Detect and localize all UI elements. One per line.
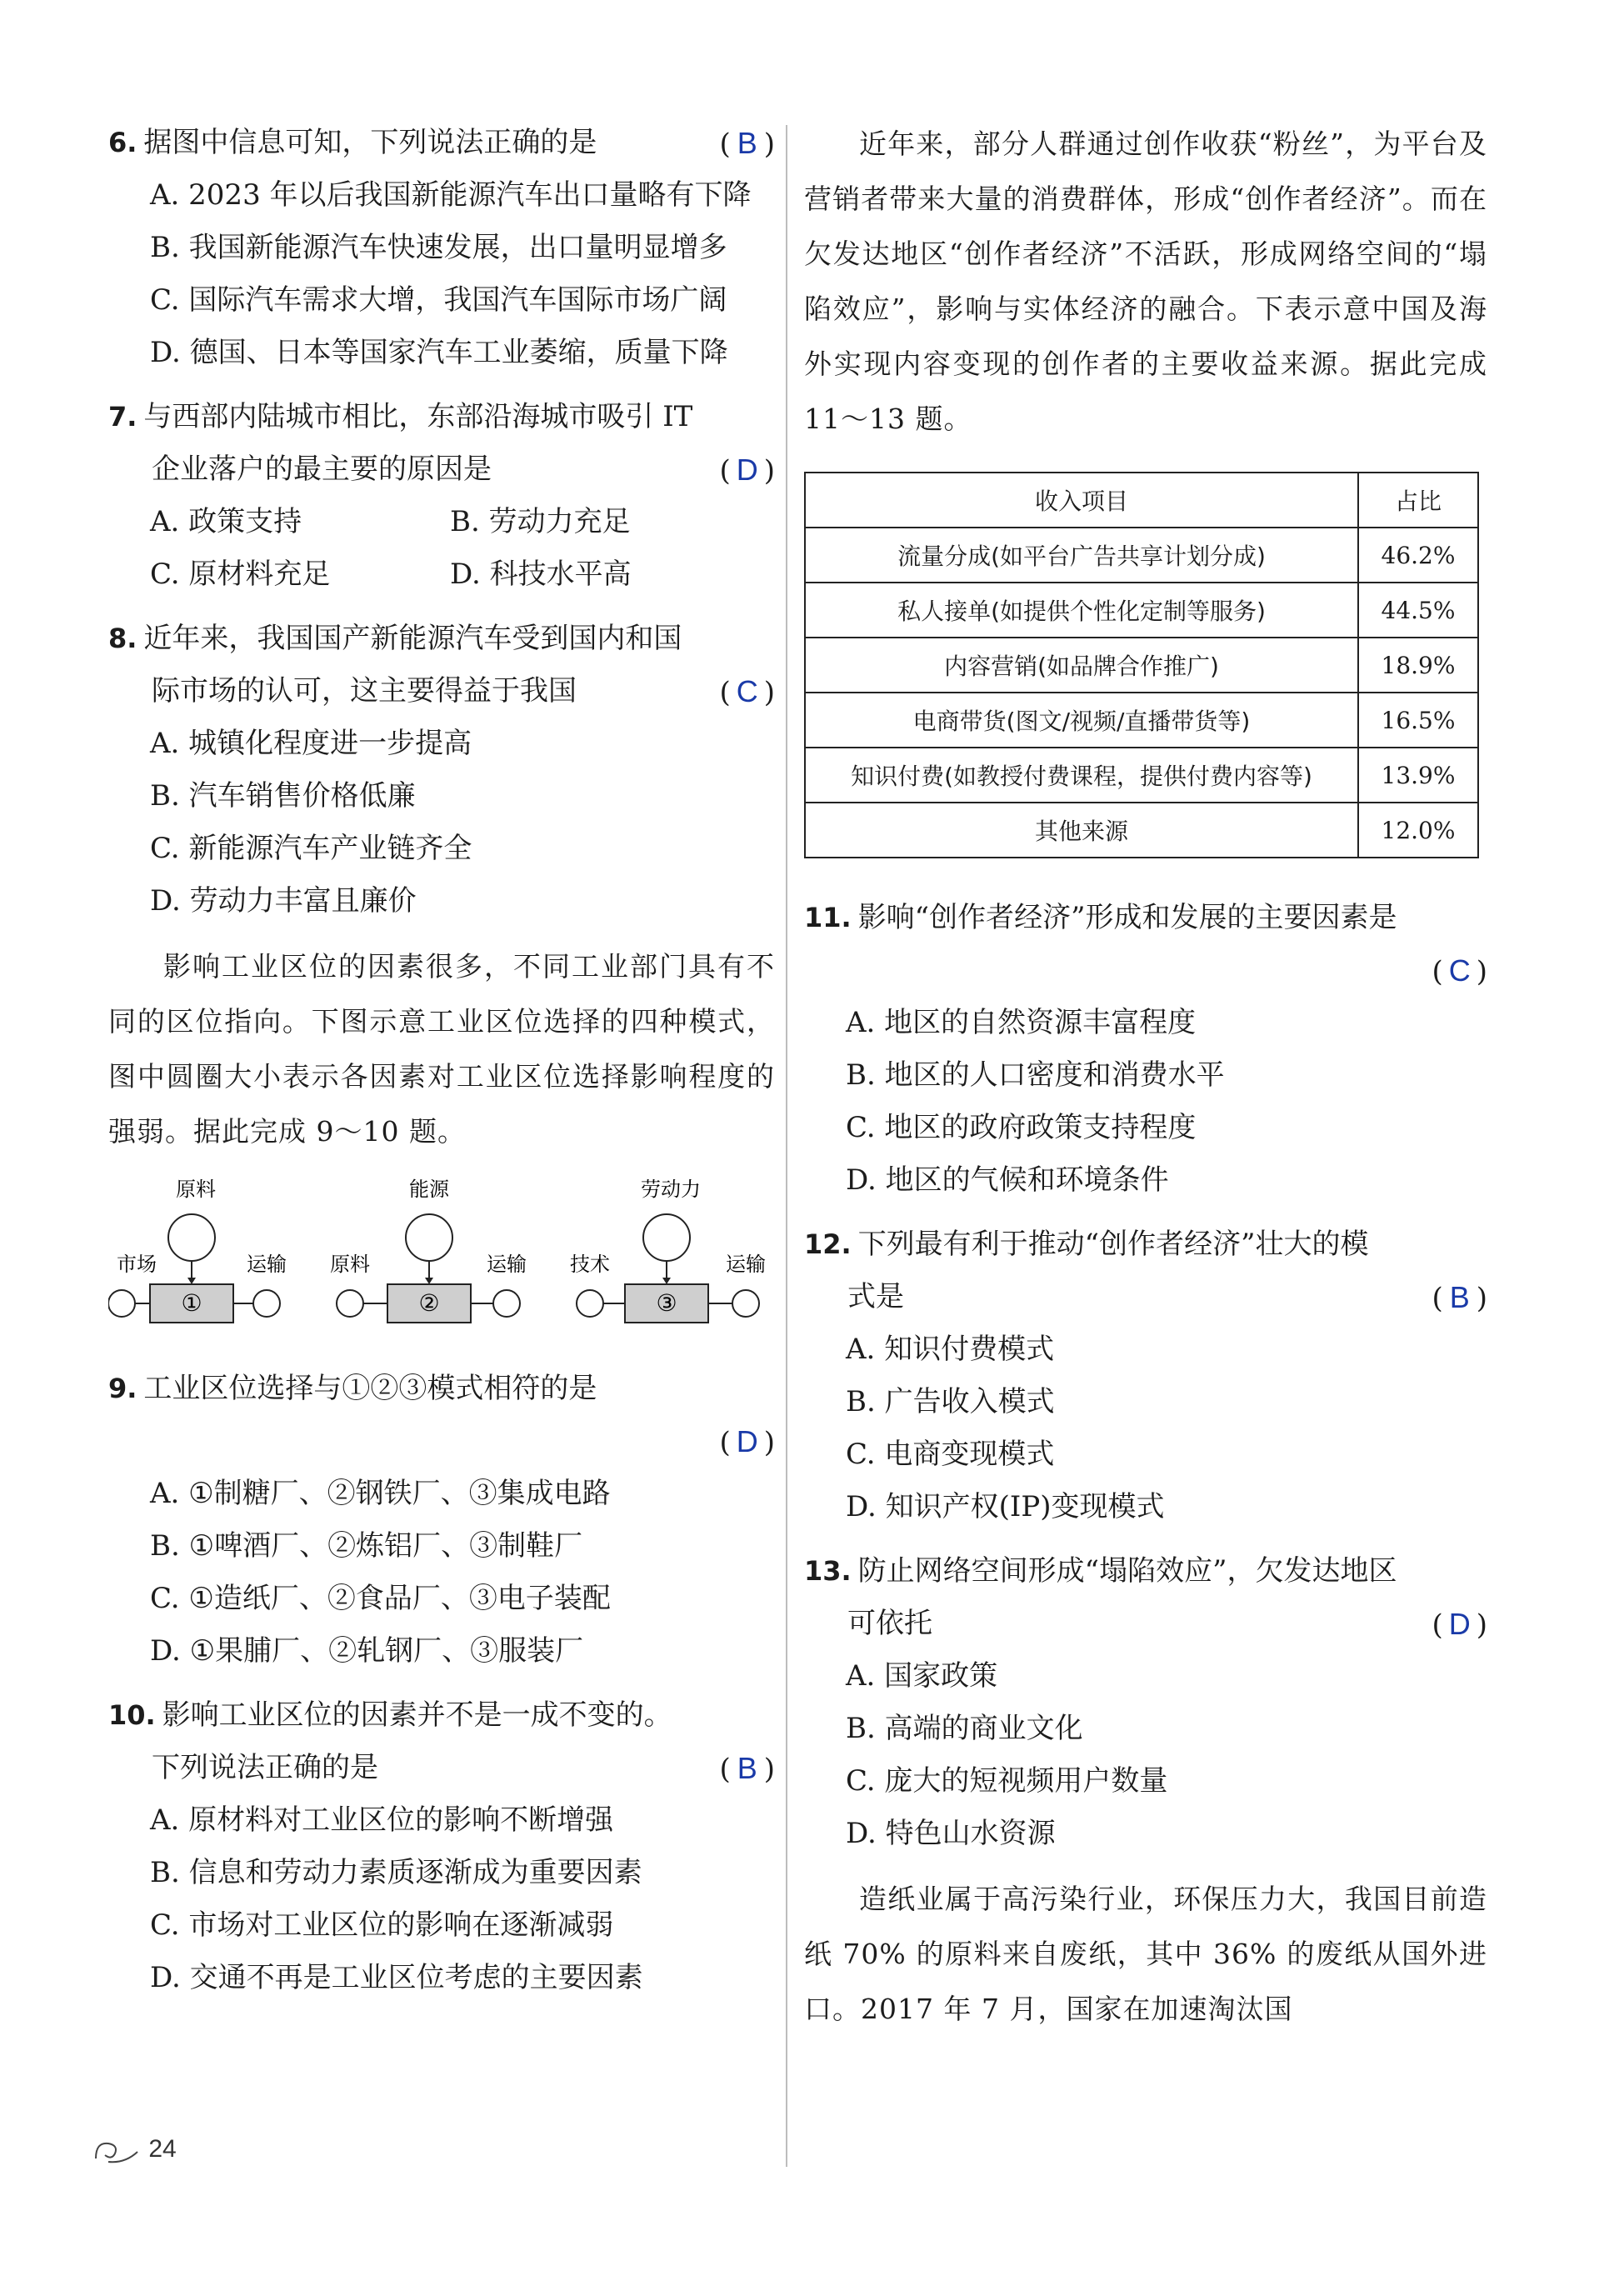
table-cell-item: 私人接单(如提供个性化定制等服务) — [805, 583, 1358, 638]
option-a: A. 原材料对工业区位的影响不断增强 — [150, 1803, 614, 1837]
question-number: 12. — [804, 1228, 852, 1260]
question-number: 9. — [108, 1373, 137, 1404]
question-stem: 与西部内陆城市相比，东部沿海城市吸引 IT — [143, 400, 693, 433]
page-number — [92, 2133, 177, 2167]
intro-paragraph-9-10: 影响工业区位的因素很多，不同工业部门具有不同的区位指向。下图示意工业区位选择的四种模式，图中圆圈大小表示各因素对工业区位选择影响程度的强弱。据此完成 9～10 题。 — [108, 950, 775, 1148]
table-cell-item: 流量分成(如平台广告共享计划分成) — [805, 528, 1358, 583]
question-stem: 下列最有利于推动“创作者经济”壮大的模 — [857, 1228, 1369, 1261]
answer-box: ( B ) — [1432, 1271, 1487, 1325]
model-2-center: ② — [418, 1289, 440, 1317]
table-cell-ratio: 44.5% — [1358, 583, 1478, 638]
answer-box: ( D ) — [719, 1415, 775, 1469]
question-12 — [804, 1218, 1487, 1533]
option-a: A. 地区的自然资源丰富程度 — [846, 1006, 1197, 1039]
intro-paragraph-11-13: 近年来，部分人群通过创作收获“粉丝”，为平台及营销者带来大量的消费群体，形成“创作者经济”。而在欠发达地区“创作者经济”不活跃，形成网络空间的“塌陷效应”，影响与实体经济的融合。下表示意中国及海外实现内容变现的创作者的主要收益来源。据此完成 11～13 题。 — [804, 128, 1487, 435]
question-stem: 近年来，我国国产新能源汽车受到国内和国 — [143, 622, 682, 655]
model-2-right-label: 运输 — [487, 1253, 527, 1276]
table-row — [805, 528, 1478, 583]
model-1-left-label: 市场 — [117, 1253, 157, 1276]
question-number: 11. — [804, 902, 852, 933]
option-a: A. 政策支持 — [150, 505, 302, 538]
question-stem-cont: 企业落户的最主要的原因是 — [152, 453, 492, 486]
question-8 — [108, 613, 775, 928]
column-divider — [786, 125, 787, 2167]
model-2 — [330, 1178, 527, 1323]
model-1 — [108, 1178, 287, 1323]
table-cell-ratio: 12.0% — [1358, 803, 1478, 858]
model-1-center: ① — [181, 1289, 202, 1317]
option-d: D. ①果脯厂、②轧钢厂、③服装厂 — [150, 1634, 584, 1668]
question-11 — [804, 892, 1487, 1207]
answer-box: ( B ) — [719, 1742, 775, 1796]
table-cell-ratio: 46.2% — [1358, 528, 1478, 583]
option-b: B. 广告收入模式 — [846, 1385, 1055, 1418]
option-b: B. 我国新能源汽车快速发展，出口量明显增多 — [150, 231, 727, 264]
question-number: 7. — [108, 401, 137, 433]
table-header-ratio: 占比 — [1358, 473, 1478, 528]
option-b: B. 地区的人口密度和消费水平 — [846, 1058, 1225, 1092]
table-header-row — [805, 473, 1478, 528]
option-d: D. 德国、日本等国家汽车工业萎缩，质量下降 — [150, 336, 728, 369]
handwritten-answer: D — [736, 1424, 758, 1458]
model-1-right-label: 运输 — [247, 1253, 287, 1276]
handwritten-answer: C — [1448, 953, 1471, 988]
handwritten-answer: B — [737, 1751, 757, 1785]
question-stem: 防止网络空间形成“塌陷效应”，欠发达地区 — [857, 1554, 1397, 1588]
option-c: C. 国际汽车需求大增，我国汽车国际市场广阔 — [150, 283, 727, 317]
model-1-top-label: 原料 — [176, 1178, 216, 1201]
question-stem: 影响“创作者经济”形成和发展的主要因素是 — [857, 901, 1397, 934]
option-c: C. 庞大的短视频用户数量 — [846, 1764, 1168, 1798]
option-d: D. 知识产权(IP)变现模式 — [846, 1490, 1165, 1523]
table-row — [805, 583, 1478, 638]
option-a: A. ①制糖厂、②钢铁厂、③集成电路 — [150, 1477, 611, 1510]
table-row — [805, 803, 1478, 858]
model-3-center: ③ — [656, 1289, 677, 1317]
answer-box: ( C ) — [719, 665, 775, 719]
question-number: 6. — [108, 127, 137, 158]
option-a: A. 知识付费模式 — [846, 1333, 1055, 1366]
question-13 — [804, 1545, 1487, 1860]
question-7 — [108, 391, 775, 601]
handwritten-answer: D — [736, 453, 758, 487]
option-d: D. 地区的气候和环境条件 — [846, 1163, 1169, 1197]
option-c: C. 电商变现模式 — [846, 1438, 1055, 1471]
question-stem: 据图中信息可知，下列说法正确的是 — [143, 126, 597, 159]
option-a: A. 城镇化程度进一步提高 — [150, 727, 472, 760]
model-3-top-label: 劳动力 — [641, 1178, 701, 1201]
option-c: C. 市场对工业区位的影响在逐渐减弱 — [150, 1908, 614, 1942]
model-2-left-label: 原料 — [330, 1253, 370, 1276]
question-stem-cont: 式是 — [847, 1280, 904, 1313]
option-a: A. 国家政策 — [846, 1659, 998, 1693]
model-3 — [570, 1178, 766, 1323]
table-cell-item: 电商带货(图文/视频/直播带货等) — [805, 693, 1358, 748]
table-cell-ratio: 16.5% — [1358, 693, 1478, 748]
table-cell-item: 其他来源 — [805, 803, 1358, 858]
question-stem: 工业区位选择与①②③模式相符的是 — [143, 1372, 597, 1405]
table-cell-ratio: 13.9% — [1358, 748, 1478, 803]
industry-location-diagram — [108, 1176, 775, 1346]
handwritten-answer: C — [736, 674, 758, 708]
handwritten-answer: D — [1448, 1607, 1471, 1641]
option-d: D. 劳动力丰富且廉价 — [150, 884, 417, 918]
option-b: B. 汽车销售价格低廉 — [150, 779, 416, 813]
table-row — [805, 693, 1478, 748]
question-number: 8. — [108, 623, 137, 654]
table-cell-ratio: 18.9% — [1358, 638, 1478, 693]
answer-box: ( B ) — [719, 117, 775, 171]
answer-box: ( C ) — [1432, 944, 1487, 998]
option-d: D. 特色山水资源 — [846, 1817, 1056, 1850]
question-9 — [108, 1363, 775, 1678]
option-d: D. 交通不再是工业区位考虑的主要因素 — [150, 1961, 643, 1994]
table-header-item: 收入项目 — [805, 473, 1358, 528]
option-c: C. 地区的政府政策支持程度 — [846, 1111, 1197, 1144]
option-b: B. ①啤酒厂、②炼铝厂、③制鞋厂 — [150, 1529, 583, 1563]
table-row — [805, 748, 1478, 803]
right-column — [804, 117, 1487, 2037]
location-models-svg — [108, 1176, 775, 1343]
option-b: B. 高端的商业文化 — [846, 1712, 1083, 1745]
left-column — [108, 117, 775, 2016]
question-stem-cont: 下列说法正确的是 — [152, 1751, 378, 1784]
handwritten-answer: B — [737, 126, 757, 160]
page-number-text: 24 — [148, 2134, 177, 2163]
table-cell-item: 内容营销(如品牌合作推广) — [805, 638, 1358, 693]
handwritten-answer: B — [1449, 1280, 1470, 1314]
option-b: B. 劳动力充足 — [450, 505, 631, 538]
model-3-left-label: 技术 — [570, 1253, 610, 1276]
answer-box: ( D ) — [1432, 1598, 1487, 1652]
option-d: D. 科技水平高 — [450, 558, 632, 591]
option-c: C. 原材料充足 — [150, 558, 331, 591]
table-cell-item: 知识付费(如教授付费课程，提供付费内容等) — [805, 748, 1358, 803]
option-c: C. 新能源汽车产业链齐全 — [150, 832, 472, 865]
question-stem-cont: 际市场的认可，这主要得益于我国 — [152, 674, 577, 708]
model-2-top-label: 能源 — [409, 1178, 449, 1201]
question-number: 13. — [804, 1555, 852, 1587]
model-3-right-label: 运输 — [726, 1253, 766, 1276]
outro-paragraph: 造纸业属于高污染行业，环保压力大，我国目前造纸 70% 的原料来自废纸，其中 36% 的废纸从国外进口。2017 年 7 月，国家在加速淘汰国 — [804, 1883, 1487, 2025]
answer-box: ( D ) — [719, 443, 775, 498]
option-c: C. ①造纸厂、②食品厂、③电子装配 — [150, 1582, 611, 1615]
question-stem-cont: 可依托 — [847, 1607, 932, 1640]
option-b: B. 信息和劳动力素质逐渐成为重要因素 — [150, 1856, 642, 1889]
swirl-ornament-icon — [92, 2133, 142, 2167]
question-10 — [108, 1689, 775, 2004]
income-table — [804, 472, 1479, 858]
table-row — [805, 638, 1478, 693]
option-a: A. 2023 年以后我国新能源汽车出口量略有下降 — [150, 178, 752, 212]
question-stem: 影响工业区位的因素并不是一成不变的。 — [162, 1698, 672, 1732]
question-number: 10. — [108, 1699, 156, 1731]
question-6 — [108, 117, 775, 379]
